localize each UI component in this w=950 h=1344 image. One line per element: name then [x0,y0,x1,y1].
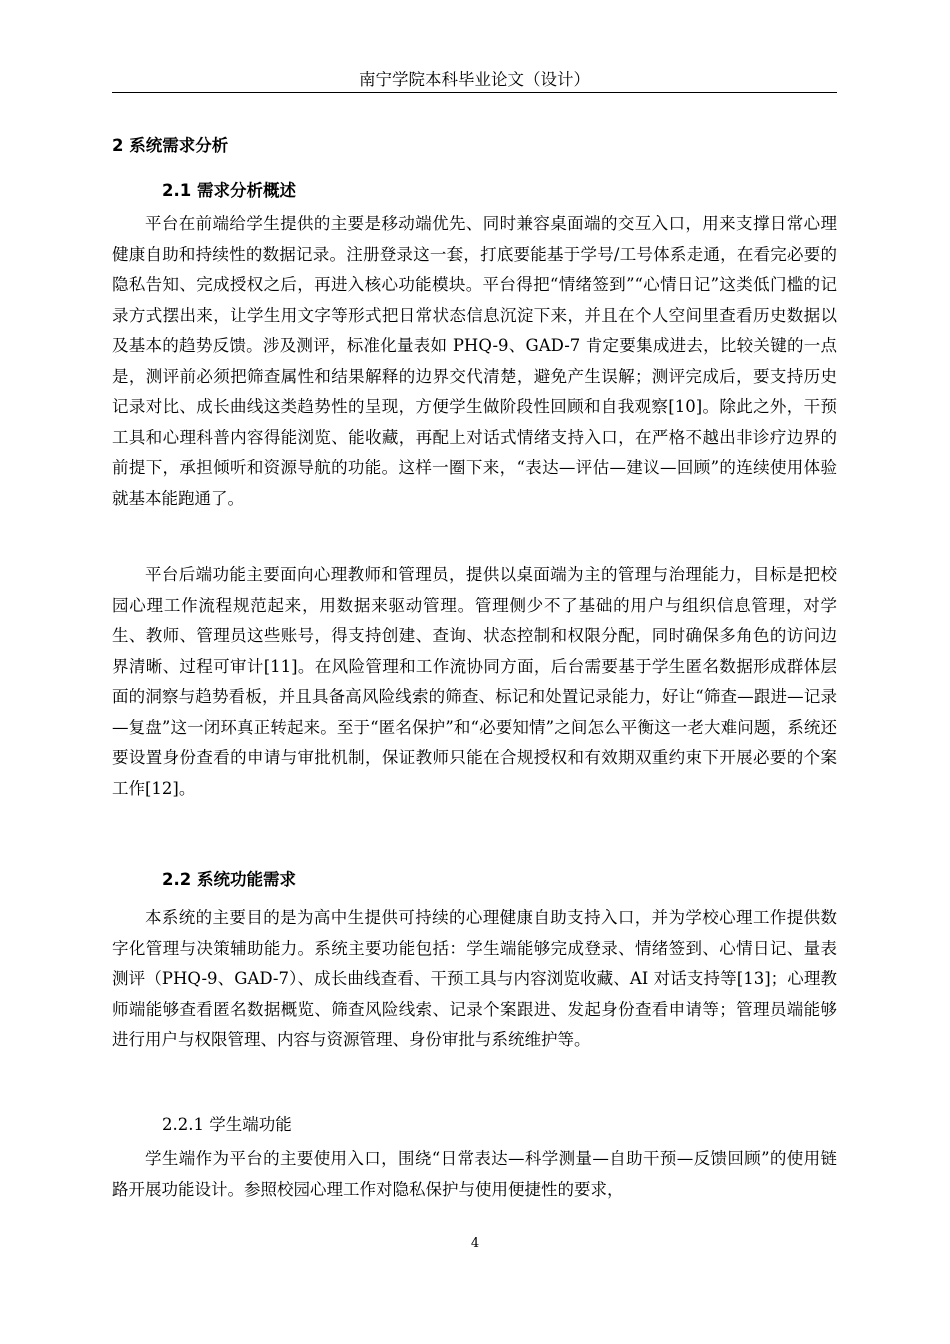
section-heading-2-1: 2.1 需求分析概述 [162,181,296,200]
paragraph-overview-frontend: 平台在前端给学生提供的主要是移动端优先、同时兼容桌面端的交互入口，用来支撑日常心理健康自助和持续性的数据记录。注册登录这一套，打底要能基于学号/工号体系走通，在看完必要的隐私告知、完成授权之后，再进入核心功能模块。平台得把“情绪签到”“心情日记”这类低门槛的记录方式摆出来，让学生用文字等形式把日常状态信息沉淀下来，并且在个人空间里查看历史数据以及基本的趋势反馈。涉及测评，标准化量表如 PHQ-9、GAD-7 肯定要集成进去，比较关键的一点是，测评前必须把筛查属性和结果解释的边界交代清楚，避免产生误解；测评完成后，要支持历史记录对比、成长曲线这类趋势性的呈现，方便学生做阶段性回顾和自我观察[10]。除此之外，干预工具和心理科普内容得能浏览、能收藏，再配上对话式情绪支持入口，在严格不越出非诊疗边界的前提下，承担倾听和资源导航的功能。这样一圈下来，“表达—评估—建议—回顾”的连续使用体验就基本能跑通了。 [112,214,837,508]
running-header: 南宁学院本科毕业论文（设计） [359,70,590,89]
chapter-heading: 2 系统需求分析 [112,136,229,155]
subsection-heading-2-2-1: 2.2.1 学生端功能 [162,1115,292,1134]
section-heading-2-2: 2.2 系统功能需求 [162,870,296,889]
paragraph-overview-backend: 平台后端功能主要面向心理教师和管理员，提供以桌面端为主的管理与治理能力，目标是把校园心理工作流程规范起来，用数据来驱动管理。管理侧少不了基础的用户与组织信息管理，对学生、教师、管理员这些账号，得支持创建、查询、状态控制和权限分配，同时确保多角色的访问边界清晰、过程可审计[11]。在风险管理和工作流协同方面，后台需要基于学生匿名数据形成群体层面的洞察与趋势看板，并且具备高风险线索的筛查、标记和处置记录能力，好让“筛查—跟进—记录—复盘”这一闭环真正转起来。至于“匿名保护”和“必要知情”之间怎么平衡这一老大难问题，系统还要设置身份查看的申请与审批机制，保证教师只能在合规授权和有效期双重约束下开展必要的个案工作[12]。 [112,565,837,798]
paragraph-student-functions: 学生端作为平台的主要使用入口，围绕“日常表达—科学测量—自助干预—反馈回顾”的使用链路开展功能设计。参照校园心理工作对隐私保护与使用便捷性的要求， [112,1149,837,1199]
page-number: 4 [470,1236,480,1251]
paragraph-functional-requirements: 本系统的主要目的是为高中生提供可持续的心理健康自助支持入口，并为学校心理工作提供数字化管理与决策辅助能力。系统主要功能包括：学生端能够完成登录、情绪签到、心情日记、量表测评（PHQ-9、GAD-7）、成长曲线查看、干预工具与内容浏览收藏、AI 对话支持等[13]；心理教师端能够查看匿名数据概览、筛查风险线索、记录个案跟进、发起身份查看申请等；管理员端能够进行用户与权限管理、内容与资源管理、身份审批与系统维护等。 [112,908,837,1049]
header-rule [112,92,837,93]
